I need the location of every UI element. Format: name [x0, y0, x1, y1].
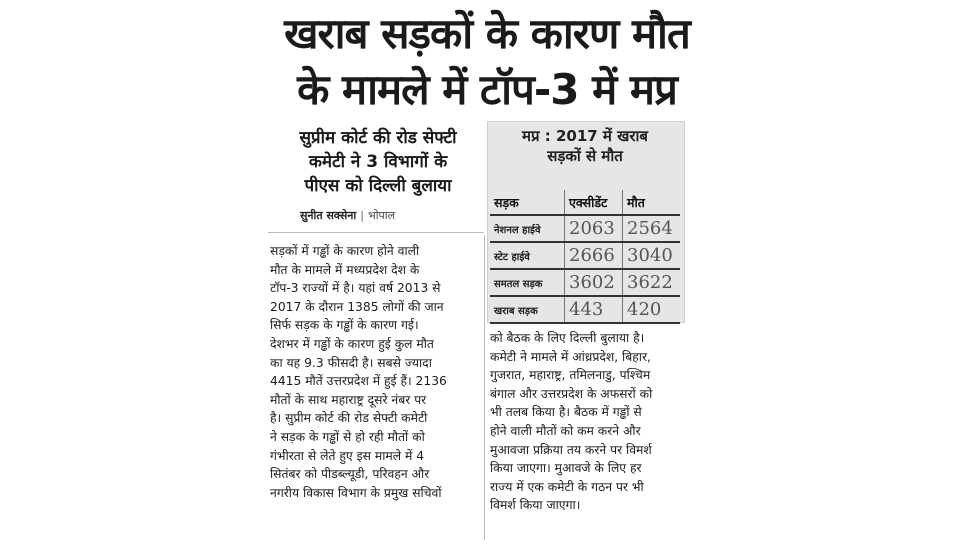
text-line: बंगाल और उत्तरप्रदेश के अफसरों को [490, 386, 653, 401]
byline-author: सुनीत सक्सेना [300, 209, 357, 222]
subhead-line-3: पीएस को दिल्ली बुलाया [304, 176, 452, 196]
text-line: है। सुप्रीम कोर्ट की रोड सेफ्टी कमेटी [270, 411, 428, 426]
table-row [490, 296, 680, 323]
column-divider [484, 235, 485, 540]
infobox-title-line-1: मप्र : 2017 में खराब [522, 127, 648, 145]
byline [300, 208, 395, 223]
text-line: मुआवजा प्रक्रिया तय करने पर विमर्श [490, 442, 652, 457]
infobox-title [487, 126, 683, 166]
text-line: 2017 के दौरान 1385 लोगों की जान [270, 299, 444, 314]
text-line: भी तलब किया है। बैठक में गड्ढों से [490, 405, 642, 420]
row-accidents: 2666 [565, 242, 623, 269]
subhead-line-1: सुप्रीम कोर्ट की रोड सेफ्टी [299, 128, 457, 148]
text-line: किया जाएगा। मुआवजे के लिए हर [490, 461, 642, 476]
text-line: विमर्श किया जाएगा। [490, 498, 581, 513]
row-deaths: 3622 [623, 269, 681, 296]
text-line: को बैठक के लिए दिल्ली बुलाया है। [490, 331, 645, 345]
row-accidents: 2063 [565, 215, 623, 242]
text-line: देशभर में गड्ढों के कारण हुई कुल मौत [270, 336, 434, 351]
table-row [490, 242, 680, 269]
text-line: नगरीय विकास विभाग के प्रमुख सचिवों [270, 485, 442, 500]
text-line: का यह 9.3 फीसदी है। सबसे ज्यादा [270, 355, 432, 370]
text-line: 4415 मौतें उत्तरप्रदेश में हुई हैं। 2136 [270, 374, 447, 389]
text-line: कमेटी ने मामले में आंध्रप्रदेश, बिहार, [490, 349, 651, 364]
table-row [490, 269, 680, 296]
table-header-row [490, 190, 680, 215]
row-road-name: खराब सड़क [490, 296, 565, 323]
subhead-line-2: कमेटी ने 3 विभागों के [308, 152, 448, 172]
text-line: मौत के मामले में मध्यप्रदेश देश के [270, 262, 420, 277]
row-road-name: नेशनल हाईवे [490, 215, 565, 242]
road-deaths-table [490, 190, 680, 324]
table-row [490, 215, 680, 242]
text-line: टॉप-3 राज्यों में है। यहां वर्ष 2013 से [270, 281, 441, 296]
row-deaths: 420 [623, 296, 681, 323]
right-column [490, 329, 694, 515]
text-line: ने सड़क के गड्ढों से हो रही मौतों को [270, 429, 425, 444]
row-deaths: 2564 [623, 215, 681, 242]
text-line: मौतों के साथ महाराष्ट्र दूसरे नंबर पर [270, 392, 427, 407]
text-line: राज्य में एक कमेटी के गठन पर भी [490, 479, 644, 494]
header-deaths: मौत [623, 190, 681, 215]
byline-rule [268, 232, 484, 233]
row-road-name: समतल सड़क [490, 269, 565, 296]
text-line: गुजरात, महाराष्ट्र, तमिलनाडु, पश्चिम [490, 368, 651, 383]
row-accidents: 3602 [565, 269, 623, 296]
left-column [270, 242, 479, 502]
infobox-title-line-2: सड़कों से मौत [547, 147, 623, 165]
header-road: सड़क [490, 190, 565, 215]
text-line: गंभीरता से लेते हुए इस मामले में 4 [270, 448, 425, 463]
text-line: होने वाली मौतों को कम करने और [490, 423, 641, 438]
row-deaths: 3040 [623, 242, 681, 269]
byline-separator: | [360, 209, 364, 222]
headline-line-1: खराब सड़कों के कारण मौत [284, 9, 690, 58]
row-road-name: स्टेट हाईवे [490, 242, 565, 269]
header-accidents: एक्सीडेंट [565, 190, 623, 215]
row-accidents: 443 [565, 296, 623, 323]
text-line: सितंबर को पीडब्ल्यूडी, परिवहन और [270, 467, 430, 482]
byline-place: भोपाल [367, 209, 396, 222]
headline-line-2: के मामले में टॉप-3 में मप्र [297, 65, 677, 114]
text-line: सड़कों में गड्ढों के कारण होने वाली [270, 244, 420, 258]
text-line: सिर्फ सड़क के गड्ढों के कारण गई। [270, 318, 419, 333]
